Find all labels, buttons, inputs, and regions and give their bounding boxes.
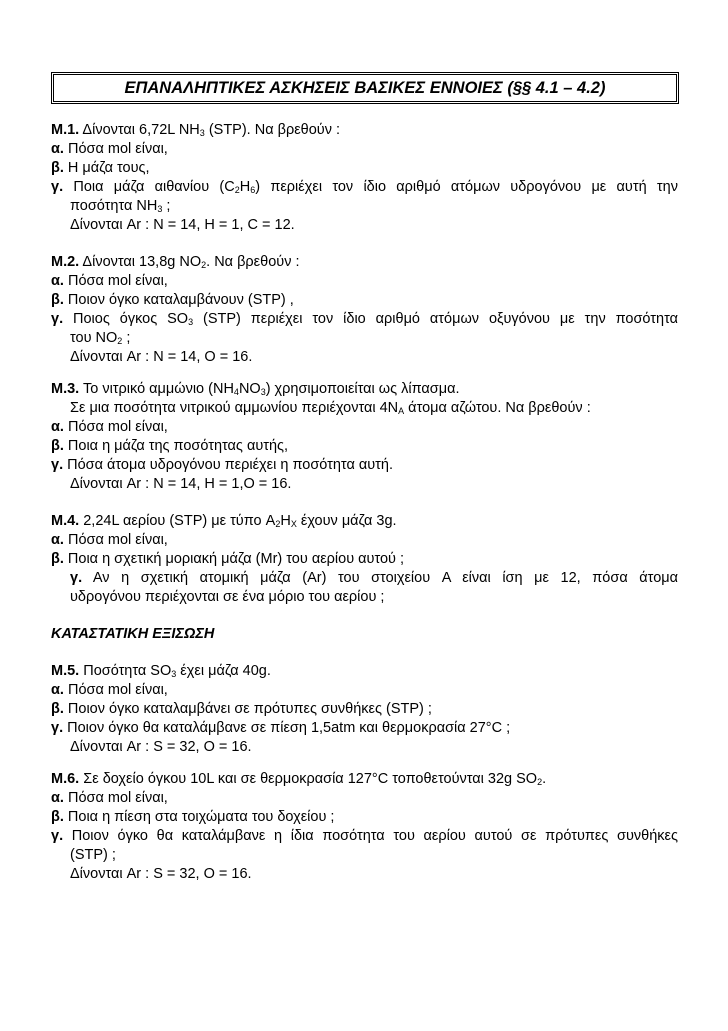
m6-part-b: β. Ποια η πίεση στα τοιχώματα του δοχείου ; bbox=[51, 809, 335, 825]
m6-intro: Μ.6. Σε δοχείο όγκου 10L και σε θερμοκρασία 127°C τοποθετούνται 32g SO2. bbox=[51, 771, 547, 787]
m4-number: Μ.4. bbox=[51, 513, 80, 529]
m6-number: Μ.6. bbox=[51, 771, 80, 787]
m2-intro: Μ.2. Δίνονται 13,8g NO2. Να βρεθούν : bbox=[51, 254, 300, 270]
m3-intro: Μ.3. Το νιτρικό αμμώνιο (NH4NO3) χρησιμοποιείται ως λίπασμα. bbox=[51, 381, 460, 397]
m6-given: Δίνονται Ar : S = 32, O = 16. bbox=[70, 866, 252, 882]
m4-part-a: α. Πόσα mol είναι, bbox=[51, 532, 168, 548]
m3-part-c: γ. Πόσα άτομα υδρογόνου περιέχει η ποσότητα αυτή. bbox=[51, 457, 394, 473]
title-box bbox=[51, 72, 679, 104]
m4-intro: Μ.4. 2,24L αερίου (STP) με τύπο A2HX έχουν μάζα 3g. bbox=[51, 513, 397, 529]
m2-part-b: β. Ποιον όγκο καταλαμβάνουν (STP) , bbox=[51, 292, 294, 308]
m1-part-b: β. Η μάζα τους, bbox=[51, 160, 150, 176]
m5-part-a: α. Πόσα mol είναι, bbox=[51, 682, 168, 698]
m6-part-c: γ. Ποιον όγκο θα καταλάμβανε η ίδια ποσότητα του αερίου αυτού σε πρότυπες συνθήκες bbox=[51, 828, 678, 844]
m6-part-c-cont: (STP) ; bbox=[70, 847, 116, 863]
m3-part-a: α. Πόσα mol είναι, bbox=[51, 419, 168, 435]
m1-part-c-cont: ποσότητα NH3 ; bbox=[70, 198, 171, 214]
m3-number: Μ.3. bbox=[51, 381, 80, 397]
m2-part-c-cont: του NO2 ; bbox=[70, 330, 131, 346]
m3-part-b: β. Ποια η μάζα της ποσότητας αυτής, bbox=[51, 438, 289, 454]
m2-part-c: γ. Ποιος όγκος SO3 (STP) περιέχει τον ίδιο αριθμό ατόμων οξυγόνου με την ποσότητα bbox=[51, 311, 678, 327]
m1-part-a: α. Πόσα mol είναι, bbox=[51, 141, 168, 157]
section-heading: ΚΑΤΑΣΤΑΤΙΚΗ ΕΞΙΣΩΣΗ bbox=[51, 626, 215, 642]
m4-part-c-cont: υδρογόνου περιέχονται σε ένα μόριο του αερίου ; bbox=[70, 589, 385, 605]
m4-part-b: β. Ποια η σχετική μοριακή μάζα (Mr) του αερίου αυτού ; bbox=[51, 551, 405, 567]
m1-part-c: γ. Ποια μάζα αιθανίου (C2H6) περιέχει τον ίδιο αριθμό ατόμων υδρογόνου με αυτή την bbox=[51, 179, 678, 195]
m3-intro-cont: Σε μια ποσότητα νιτρικού αμμωνίου περιέχονται 4NA άτομα αζώτου. Να βρεθούν : bbox=[70, 400, 591, 416]
page-title: ΕΠΑΝΑΛΗΠΤΙΚΕΣ ΑΣΚΗΣΕΙΣ ΒΑΣΙΚΕΣ ΕΝΝΟΙΕΣ (§§ 4.1 – 4.2) bbox=[124, 79, 606, 97]
m1-intro: Μ.1. Δίνονται 6,72L NH3 (STP). Να βρεθούν : bbox=[51, 122, 341, 138]
m5-number: Μ.5. bbox=[51, 663, 80, 679]
m2-number: Μ.2. bbox=[51, 254, 80, 270]
m4-part-c: γ. Αν η σχετική ατομική μάζα (Ar) του στοιχείου A είναι ίση με 12, πόσα άτομα bbox=[70, 570, 678, 586]
m2-given: Δίνονται Ar : N = 14, O = 16. bbox=[70, 349, 253, 365]
m5-part-c: γ. Ποιον όγκο θα καταλάμβανε σε πίεση 1,5atm και θερμοκρασία 27°C ; bbox=[51, 720, 511, 736]
m3-given: Δίνονται Ar : N = 14, H = 1,O = 16. bbox=[70, 476, 292, 492]
m5-intro: Μ.5. Ποσότητα SO3 έχει μάζα 40g. bbox=[51, 663, 271, 679]
m1-given: Δίνονται Ar : N = 14, H = 1, C = 12. bbox=[70, 217, 295, 233]
m6-part-a: α. Πόσα mol είναι, bbox=[51, 790, 168, 806]
m2-part-a: α. Πόσα mol είναι, bbox=[51, 273, 168, 289]
m5-part-b: β. Ποιον όγκο καταλαμβάνει σε πρότυπες συνθήκες (STP) ; bbox=[51, 701, 432, 717]
m5-given: Δίνονται Ar : S = 32, O = 16. bbox=[70, 739, 252, 755]
m1-number: Μ.1. bbox=[51, 122, 80, 138]
